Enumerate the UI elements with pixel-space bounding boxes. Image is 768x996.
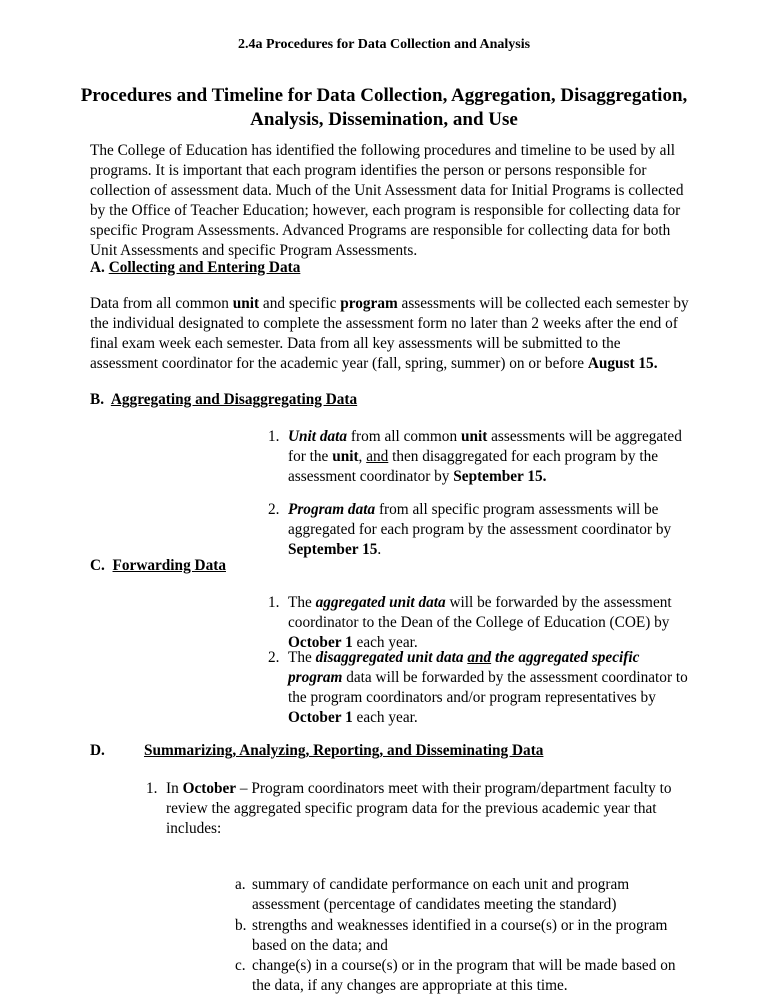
section-b-title: Aggregating and Disaggregating Data: [110, 391, 358, 408]
list-letter: c.: [235, 957, 246, 974]
section-d-subitem-b: b. strengths and weaknesses identified in a course(s) or in the program based on the data; and: [235, 917, 668, 954]
section-c-letter: C.: [90, 557, 105, 574]
section-a-heading: [90, 258, 300, 278]
list-number: 2.: [268, 649, 280, 666]
list-letter: b.: [235, 917, 247, 934]
list-letter: a.: [235, 876, 246, 893]
list-number: 1.: [268, 428, 280, 445]
section-d-title: Summarizing, Analyzing, Reporting, and Disseminating Data: [144, 742, 544, 759]
section-c-title: Forwarding Data: [112, 557, 226, 574]
intro-paragraph: The College of Education has identified the following procedures and timeline to be used by all programs. It is important that each program identifies the person or persons responsible for collection of assessment data. Much of the Unit Assessment data for Initial Programs is collected by the Office of Teacher Education; however, each program is responsible for collecting data for specific Program Assessments. Advanced Programs are responsible for collecting data for both Unit Assessments and specific Program Assessments.: [90, 142, 684, 259]
list-number: 1.: [268, 594, 280, 611]
section-b-letter: B.: [90, 391, 105, 408]
title-line-1: Procedures and Timeline for Data Collection, Aggregation, Disaggregation,: [80, 85, 688, 106]
section-c-item-2: 2. The disaggregated unit data and the aggregated specific program data will be forwarded by the assessment coordinator to the program coordinators and/or program representatives by October 1 each year.: [268, 649, 688, 726]
section-d-letter: D.: [90, 742, 105, 759]
section-b-item-2: 2. Program data from all specific program assessments will be aggregated for each program by the assessment coordinator by September 15.: [268, 501, 672, 558]
title-line-2: Analysis, Dissemination, and Use: [250, 109, 518, 130]
section-c-heading: [90, 556, 226, 576]
document-title: [60, 84, 708, 132]
section-c-item-1: 1. The aggregated unit data will be forwarded by the assessment coordinator to the Dean of the College of Education (COE) by October 1 each year.: [268, 594, 672, 651]
section-d-item-1: 1. In October – Program coordinators meet with their program/department faculty to review the aggregated specific program data for the previous academic year that includes:: [146, 780, 672, 837]
section-b-item-1: 1. Unit data from all common unit assessments will be aggregated for the unit, and then disaggregated for each program by the assessment coordinator by September 15.: [268, 428, 682, 485]
section-a-letter: A.: [90, 259, 105, 276]
section-b-heading: [90, 390, 357, 410]
section-a-paragraph: Data from all common unit and specific program assessments will be collected each semester by the individual designated to complete the assessment form no later than 2 weeks after the end of final exam week each semester. Data from all key assessments will be submitted to the assessment coordinator for the academic year (fall, spring, summer) on or before August 15.: [90, 295, 689, 372]
list-number: 2.: [268, 501, 280, 518]
list-number: 1.: [146, 780, 158, 797]
section-a-title: Collecting and Entering Data: [108, 259, 301, 276]
document-heading: 2.4a Procedures for Data Collection and Analysis: [237, 37, 531, 52]
section-d-subitem-c: c. change(s) in a course(s) or in the program that will be made based on the data, if any changes are appropriate at this time.: [235, 957, 676, 994]
section-d-subitem-a: a. summary of candidate performance on each unit and program assessment (percentage of candidates meeting the standard): [235, 876, 630, 913]
